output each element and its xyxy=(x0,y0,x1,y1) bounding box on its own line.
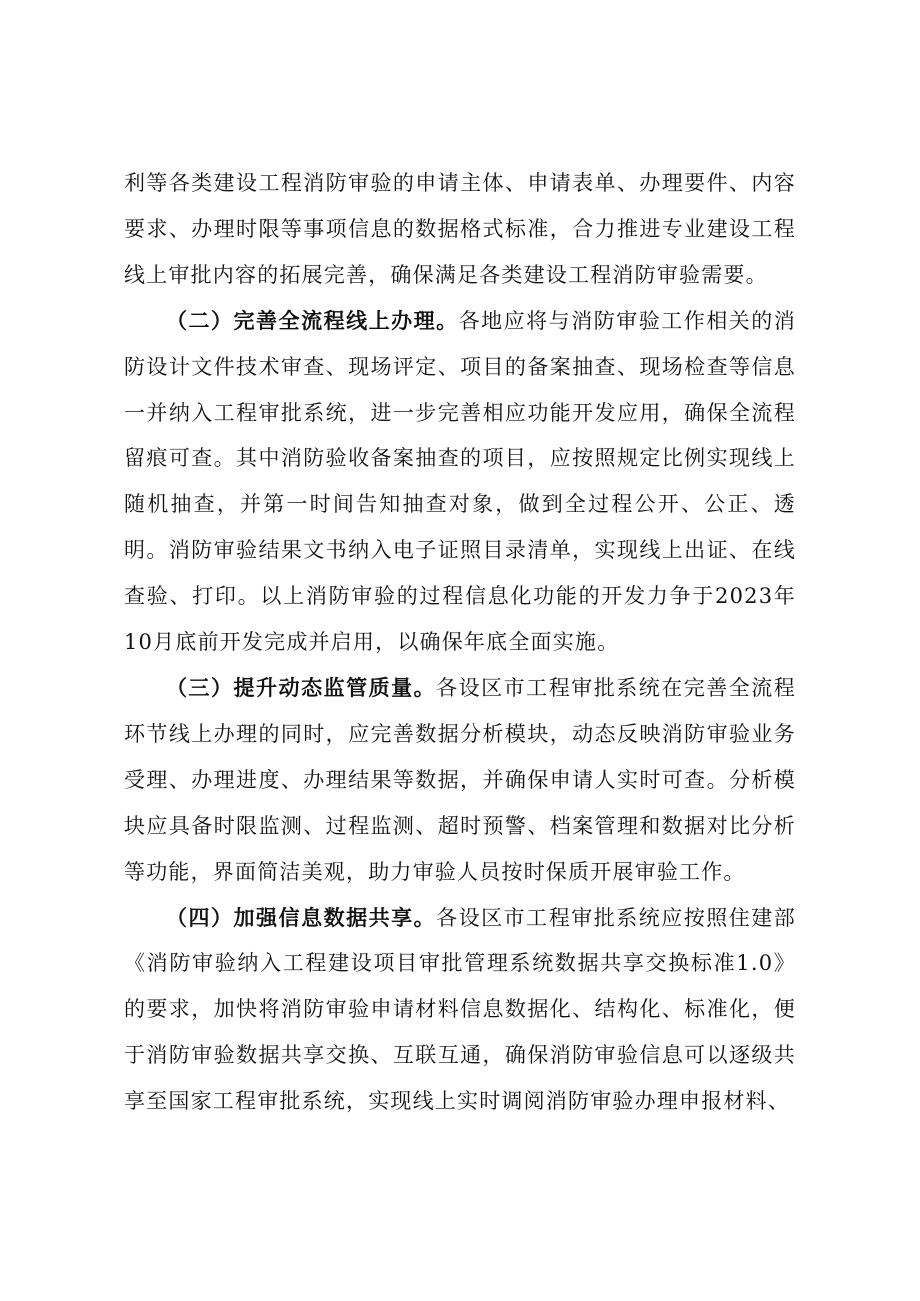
paragraph-body: 各设区市工程审批系统在完善全流程环节线上办理的同时，应完善数据分析模块，动态反映消防审验业务受理、办理进度、办理结果等数据，并确保申请人实时可查。分析模块应具备时限监测、过程监测、超时预警、档案管理和数据对比分析等功能，界面简洁美观，助力审验人员按时保质开展审验工作。 xyxy=(124,675,797,884)
document-body xyxy=(124,161,796,1125)
paragraph-section-2 xyxy=(124,299,796,666)
paragraph-body: 各地应将与消防审验工作相关的消防设计文件技术审查、现场评定、项目的备案抽查、现场检查等信息一并纳入工程审批系统，进一步完善相应功能开发应用，确保全流程留痕可查。其中消防验收备案抽查的项目，应按照规定比例实现线上随机抽查，并第一时间告知抽查对象，做到全过程公开、公正、透明。消防审验结果文书纳入电子证照目录清单，实现线上出证、在线查验、打印。以上消防审验的过程信息化功能的开发力争于2023年10月底前开发完成并启用，以确保年底全面实施。 xyxy=(124,308,796,655)
paragraph-body: 各设区市工程审批系统应按照住建部《消防审验纳入工程建设项目审批管理系统数据共享交换标准1.0》的要求，加快将消防审验申请材料信息数据化、结构化、标准化，便于消防审验数据共享交换、互联互通，确保消防审验信息可以逐级共享至国家工程审批系统，实现线上实时调阅消防审验办理申报材料、 xyxy=(124,905,797,1114)
paragraph-body: 利等各类建设工程消防审验的申请主体、申请表单、办理要件、内容要求、办理时限等事项信息的数据格式标准，合力推进专业建设工程线上审批内容的拓展完善，确保满足各类建设工程消防审验需要。 xyxy=(124,171,796,287)
section-heading: （四）加强信息数据共享。 xyxy=(166,905,437,930)
section-heading: （三）提升动态监管质量。 xyxy=(166,675,437,700)
section-heading: （二）完善全流程线上办理。 xyxy=(166,308,459,333)
paragraph-section-3 xyxy=(124,666,796,896)
paragraph-section-4 xyxy=(124,896,796,1126)
paragraph-continued xyxy=(124,161,796,299)
